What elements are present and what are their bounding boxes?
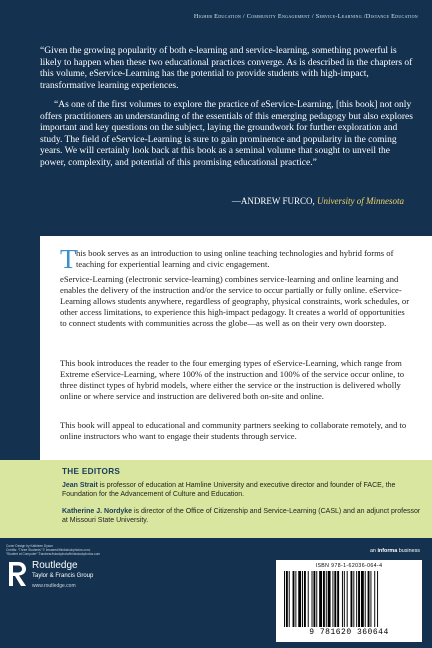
isbn-barcode xyxy=(276,560,422,642)
description-paragraph-4: This book will appeal to educational and community partners seeking to collaborate remotely, and to online instructors who want to engage their students through service. xyxy=(60,420,407,441)
publisher-url[interactable]: www.routledge.com xyxy=(32,583,76,589)
editor-bio-1 xyxy=(62,481,422,499)
isbn-number: ISBN 978-1-62036-064-4 xyxy=(315,563,383,569)
endorsement-attribution xyxy=(232,196,404,206)
description-paragraph-1: his book serves as an introduction to using online teaching technologies and hybrid forms of teaching for experiential learning and civic engagement. xyxy=(76,248,394,269)
attribution-name: —ANDREW FURCO, xyxy=(231,196,317,206)
editors-heading: THE EDITORS xyxy=(62,467,121,476)
editor-text-1: is professor of education at Hamline University and executive director and founder of FACE, the Foundation for the Advancement of Culture and Education. xyxy=(62,482,396,498)
editors-section xyxy=(0,460,432,538)
editor-name-2: Katherine J. Nordyke xyxy=(62,508,133,515)
description-panel xyxy=(40,236,432,460)
back-cover-top xyxy=(0,0,432,236)
publisher-group: Taylor & Francis Group xyxy=(32,573,94,579)
editor-name-1: Jean Strait xyxy=(62,482,98,489)
informa-business-tag: an informa business xyxy=(369,548,420,554)
endorsement-quote-2: “As one of the first volumes to explore the practice of eService-Learning, [this book] not only offers practitioners an understanding of the essentials of this emerging pedagogy but also explores important and key questions on the subject, laying the groundwork for further exploration and study. The field of eService-Learning is sure to gain prominence and popularity in the coming years. We will certainly look back at this book as a seminal volume that sought to unveil the power, complexity, and potential of this promising educational practice.” xyxy=(40,100,413,168)
credit-line-2: Credits: “Three Students” © imsaeed/thinkstockphotos.com; xyxy=(6,548,91,552)
editor-bio-2 xyxy=(62,507,422,525)
credit-line-1: Cover Design by Kathleen Dyson xyxy=(6,544,53,548)
endorsement-quote-1: “Given the growing popularity of both e-learning and service-learning, something powerful is likely to happen when these two educational practices converge. As is described in the chapters of this volume, eService-Learning has the potential to provide students with high-impact, transformative learning experiences. xyxy=(40,46,413,91)
attribution-affiliation: University of Minnesota xyxy=(317,196,404,206)
publisher-name: Routledge xyxy=(32,560,78,571)
editor-text-2: is director of the Office of Citizenship and Service-Learning (CASL) and an adjunct professor at Missouri State University. xyxy=(62,508,421,524)
routledge-logo-icon xyxy=(6,560,28,588)
barcode-bars-icon xyxy=(282,571,416,627)
credit-line-3: “Student at Computer” ©andresr/istockphoto/thinkstockphotos.com xyxy=(6,552,101,556)
cover-credits xyxy=(6,544,106,556)
informa-brand: informa xyxy=(377,548,398,554)
drop-cap: T xyxy=(60,244,77,274)
description-paragraph-2: eService-Learning (electronic service-learning) combines service-learning and online learning and enables the delivery of the instruction and/or the service to occur partially or fully online. eService-Learning allows students anywhere, regardless of geography, physical constraints, work schedules, or other access limitations, to experience this high-impact pedagogy. It creates a world of opportunities to connect students with communities across the globe—as well as on their very own doorstep. xyxy=(60,274,410,328)
back-cover-footer xyxy=(0,538,432,648)
subject-categories: Higher Education / Community Engagement / Service-Learning /Distance Education xyxy=(193,13,418,20)
ean-digits: 9 781620 360644 xyxy=(309,628,389,637)
description-paragraph-3: This book introduces the reader to the four emerging types of eService-Learning, which range from Extreme eService-Learning, where 100% of the instruction and 100% of the service occur online, to three distinct types of hybrid models, where either the service or the instruction is delivered wholly online or where service and instruction are delivered both on-site and online. xyxy=(60,358,405,401)
